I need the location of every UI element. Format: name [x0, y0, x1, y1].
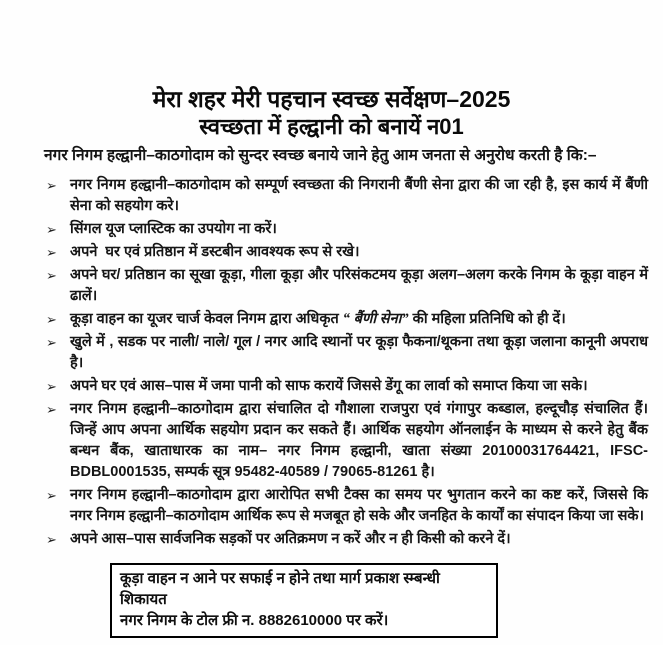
arrow-bullet-icon: ➢ — [46, 268, 57, 283]
arrow-bullet-icon: ➢ — [46, 488, 57, 503]
bullet-text: सिंगल यूज प्लास्टिक का उपयोग ना करें। — [70, 221, 277, 237]
arrow-bullet-icon: ➢ — [46, 222, 57, 237]
arrow-bullet-icon: ➢ — [46, 335, 57, 350]
notice-box-line1: कूड़ा वाहन न आने पर सफाई न होने तथा मार्ग प्रकाश स्म्बन्धी शिकायत — [120, 570, 440, 608]
bullet-text: की महिला प्रतिनिधि को ही दें। — [408, 311, 566, 327]
notice-bullet — [46, 175, 653, 217]
page-subtitle: स्वच्छता में हल्द्वानी को बनायें न01 — [199, 114, 464, 139]
notice-bullet — [46, 309, 648, 330]
bullet-text: अपने आस–पास सार्वजनिक सड़कों पर अतिक्रमण न करें और न ही किसी को करने दें। — [70, 531, 511, 547]
arrow-bullet-icon: ➢ — [46, 532, 57, 547]
bullet-text: खुले में , सडक पर नाली/ नाले/ गूल / नगर आदि स्थानों पर कूड़ा फैकना/थूकना तथा कूड़ा जलाना कानूनी अपराध है। — [70, 334, 653, 371]
notice-bullet — [46, 399, 653, 483]
arrow-bullet-icon: ➢ — [46, 402, 57, 417]
notice-bullet — [46, 219, 648, 240]
notice-bullet — [46, 242, 648, 263]
arrow-bullet-icon: ➢ — [46, 312, 57, 327]
complaint-notice-box — [110, 563, 498, 638]
bullet-text: नगर निगम हल्द्वानी–काठगोदाम द्वारा संचालित दो गौशाला राजपुरा एवं गंगापुर कब्डाल, हल्दूचौड़ संचालित हैं। जिन्हें आप अपना आर्थिक सहयोग प्रदान कर सकते हैं। आर्थिक सहयोग ऑनलाईन के माध्यम से करने हेतु बैंक बन्धन बैंक, खाताधारक का नाम– नगर निगम हल्द्वानी, खाता संख्या 20100031764421, IFSC-BDBL0001535, सम्पर्क सूत्र 95482-40589 / 79065-81261 है। — [70, 401, 653, 480]
arrow-bullet-icon: ➢ — [46, 178, 57, 193]
emphasized-text: “ बैंणी सेना” — [342, 311, 409, 327]
notice-bullet — [46, 529, 648, 550]
arrow-bullet-icon: ➢ — [46, 379, 57, 394]
arrow-bullet-icon: ➢ — [46, 245, 57, 260]
notice-box-line2: नगर निगम के टोल फ्री न. 8882610000 पर करें। — [120, 612, 389, 629]
bullet-text: अपने घर एवं प्रतिष्ठान में डस्टबीन आवश्यक रूप से रखे। — [70, 244, 360, 260]
notice-bullet — [46, 265, 653, 307]
notice-bullet-list — [46, 175, 653, 550]
notice-bullet — [46, 376, 648, 397]
bullet-text: नगर निगम हल्द्वानी–काठगोदाम को सम्पूर्ण स्वच्छता की निगरानी बैंणी सेना द्वारा की जा रही है, इस कार्य में बैंणी सेना को सहयोग करे। — [70, 177, 653, 214]
bullet-text: नगर निगम हल्द्वानी–काठगोदाम द्वारा आरोपित सभी टैक्स का समय पर भुगतान करने का कष्ट करें, जिससे कि नगर निगम हल्द्वानी–काठगोदाम आर्थिक रूप से मजबूत हो सके और जनहित के कार्यों का संपादन किया जा सके। — [70, 487, 653, 524]
bullet-text: अपने घर/ प्रतिष्ठान का सूखा कूड़ा, गीला कूड़ा और परिसंकटमय कूड़ा अलग–अलग करके निगम के कूड़ा वाहन में ढालें। — [70, 267, 653, 304]
bullet-text: कूड़ा वाहन का यूजर चार्ज केवल निगम द्वारा अधिकृत — [70, 311, 343, 327]
page-title: मेरा शहर मेरी पहचान स्वच्छ सर्वेक्षण–2025 — [152, 86, 511, 112]
title-block — [0, 0, 663, 140]
bullet-text: अपने घर एवं आस–पास में जमा पानी को साफ करायें जिससे डेंगू का लार्वा को समाप्त किया जा सके। — [70, 378, 588, 394]
notice-bullet — [46, 485, 653, 527]
notice-bullet — [46, 332, 653, 374]
intro-line: नगर निगम हल्द्वानी–काठगोदाम को सुन्दर स्वच्छ बनाये जाने हेतु आम जनता से अनुरोध करती है कि:– — [44, 147, 597, 164]
